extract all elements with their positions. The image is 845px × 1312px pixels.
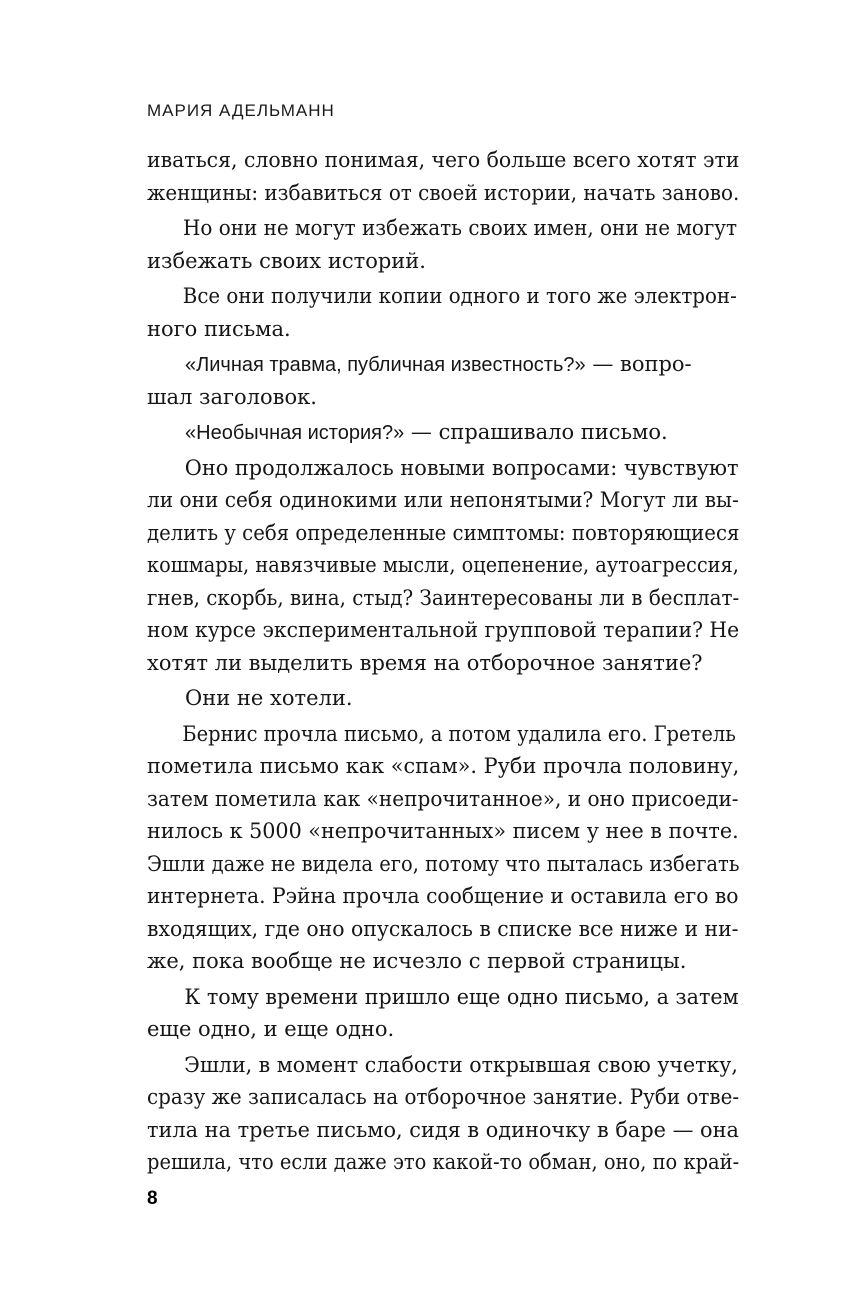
quote-attribution: — спрашивало письмо. <box>404 420 668 444</box>
text-line: гнев, скорбь, вина, стыд? Заинтересованы ли в бесплат- <box>147 585 740 610</box>
text-line: Они не хотели. <box>185 686 353 710</box>
text-line: Оно продолжалось новыми вопросами: чувствуют <box>184 455 739 480</box>
text-line: К тому времени пришло еще одно письмо, а затем <box>184 984 739 1009</box>
text-line: женщины: избавиться от своей истории, начать заново. <box>147 180 740 205</box>
text-line: тила на третье письмо, сидя в одиночку в баре — она <box>147 1117 739 1142</box>
text-line: Эшли даже не видела его, потому что пыталась избегать <box>147 851 740 876</box>
quote-attribution: — вопро- <box>585 352 692 376</box>
text-line: ли они себя одинокими или непонятыми? Могут ли вы- <box>147 488 739 512</box>
body-text <box>147 144 739 1179</box>
text-line: Бернис прочла письмо, а потом удалила его. Гретель <box>182 721 736 746</box>
text-line: хотят ли выделить время на отборочное занятие? <box>147 650 703 675</box>
text-line: интернета. Рэйна прочла сообщение и оставила его во <box>147 884 739 908</box>
page-number: 8 <box>147 1188 158 1209</box>
text-line: еще одно, и еще одно. <box>147 1017 395 1041</box>
text-line: Эшли, в момент слабости открывшая свою учетку, <box>184 1052 738 1077</box>
text-line: иваться, словно понимая, чего больше всего хотят эти <box>147 148 740 172</box>
running-head: МАРИЯ АДЕЛЬМАНН <box>147 101 335 120</box>
text-line: входящих, где оно опускалось в списке все ниже и ни- <box>147 916 739 941</box>
quoted-subject: «Личная травма, публичная известность?» <box>185 354 586 376</box>
text-line: же, пока вообще не исчезло с первой страницы. <box>147 949 687 973</box>
text-line: сразу же записалась на отборочное занятие. Руби отве- <box>147 1085 740 1109</box>
text-line: ном курсе экспериментальной групповой терапии? Не <box>147 618 740 642</box>
text-line: пометила письмо как «спам». Руби прочла половину, <box>147 754 740 778</box>
text-line: затем пометила как «непрочитанное», и оно присоеди- <box>147 786 739 811</box>
quoted-subject: «Необычная история?» <box>185 422 405 444</box>
text-line: кошмары, навязчивые мысли, оцепенение, аутоагрессия, <box>147 553 739 577</box>
text-line: ного письма. <box>147 316 291 341</box>
text-line: избежать своих историй. <box>147 248 426 273</box>
text-line: Все они получили копии одного и того же электрон- <box>182 284 737 308</box>
text-line <box>147 416 739 449</box>
text-line: шал заголовок. <box>147 384 317 409</box>
text-line <box>147 348 739 381</box>
text-line: Но они не могут избежать своих имен, они не могут <box>183 216 738 240</box>
text-line: нилось к 5000 «непрочитанных» писем у нее в почте. <box>147 819 739 843</box>
text-line: делить у себя определенные симптомы: повторяющиеся <box>147 520 740 545</box>
text-line: решила, что если даже это какой-то обман, оно, по край- <box>147 1150 740 1174</box>
